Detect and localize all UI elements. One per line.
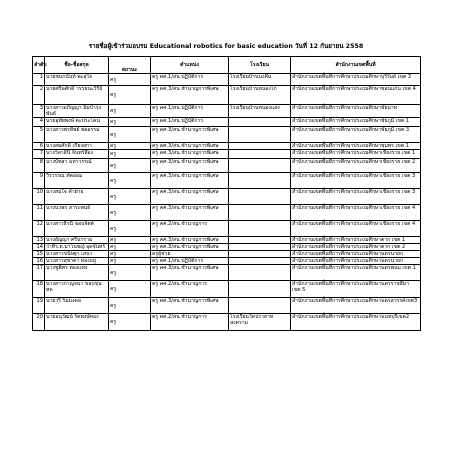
participant-office: สำนักงานเขตพื้นที่การศึกษาประถมศึกษาชุมพร เขต 1 xyxy=(291,143,421,150)
participant-position: ครู xyxy=(109,86,151,105)
participant-position: ครู xyxy=(109,221,151,237)
participant-rank: ครูผู้ช่วย xyxy=(151,251,229,258)
participant-position: ครู xyxy=(109,127,151,143)
participant-rank: ครู คศ.3/สน.ชำนาญการพิเศษ xyxy=(151,237,229,244)
table-row xyxy=(33,205,421,221)
participant-name: นางนวพร สาระพนธ์ xyxy=(45,205,109,221)
participant-position: ครู xyxy=(109,105,151,118)
participant-office: สำนักงานเขตพื้นที่การศึกษาประถมศึกษาเชียงราย เขต 4 xyxy=(291,221,421,237)
row-number: 20 xyxy=(33,314,45,331)
header-position-sub: สถานะ xyxy=(121,66,138,73)
participant-school xyxy=(229,150,291,159)
table-row xyxy=(33,118,421,127)
participant-name: นางสมใจ คำฝ่าย xyxy=(45,189,109,205)
participant-position: ครู xyxy=(109,118,151,127)
participant-school xyxy=(229,265,291,281)
participant-position: ครู xyxy=(109,205,151,221)
participant-rank: ครู คศ.2/สน.ชำนาญการ xyxy=(151,314,229,331)
row-number: 11 xyxy=(33,205,45,221)
participant-position: ครู xyxy=(109,314,151,331)
participant-school xyxy=(229,127,291,143)
document-title: รายชื่อผู้เข้าร่วมอบรม Educational robotics for basic education วันที่ 12 กันยายน 2558 xyxy=(88,43,364,50)
participant-rank: ครู คศ.3/สน.ชำนาญการพิเศษ xyxy=(151,265,229,281)
participant-name: นางสาวขนิษฐา เสนา xyxy=(45,251,109,258)
participant-name: นางสาวพรทิพย์ พลอรรม xyxy=(45,127,109,143)
table-row xyxy=(33,105,421,118)
table-row xyxy=(33,86,421,105)
participant-position: ครู xyxy=(109,281,151,298)
participant-school: โรงเรียนบ้านหนองแสง xyxy=(229,105,291,118)
participant-rank: ครู คศ.2/สน.ชำนาญการ xyxy=(151,221,229,237)
participant-position: ครู xyxy=(109,244,151,251)
table-row xyxy=(33,281,421,298)
participant-rank: ครู คศ.2/สน.ชำนาญการ xyxy=(151,281,229,298)
participant-school xyxy=(229,251,291,258)
participant-position: ครู xyxy=(109,143,151,150)
participant-table xyxy=(32,56,421,331)
participant-name: ว่าที่ร.ต.มาโนชญ์ อุดจันทร์ xyxy=(45,244,109,251)
participant-office: สำนักงานเขตพื้นที่การศึกษาประถมศึกษาเชียงราย เขต 3 xyxy=(291,189,421,205)
header-position xyxy=(109,57,151,74)
header-school: โรงเรียน xyxy=(229,57,291,74)
header-name: ชื่อ-ชื่อสกุล xyxy=(45,57,109,74)
participant-school xyxy=(229,205,291,221)
participant-position: ครู xyxy=(109,251,151,258)
participant-rank: ครู คศ.3/สน.ชำนาญการพิเศษ xyxy=(151,298,229,314)
participant-school xyxy=(229,221,291,237)
participant-office: สำนักงานเขตพื้นที่การศึกษาประถมศึกษาตาก เขต 1 xyxy=(291,237,421,244)
participant-position: ครู xyxy=(109,265,151,281)
participant-school xyxy=(229,258,291,265)
row-number: 15 xyxy=(33,251,45,258)
row-number: 8 xyxy=(33,159,45,173)
row-number: 7 xyxy=(33,150,45,159)
row-number: 5 xyxy=(33,127,45,143)
participant-rank: ครู คศ.3/สน.ชำนาญการพิเศษ xyxy=(151,189,229,205)
row-number: 19 xyxy=(33,298,45,314)
participant-name: นายอุทัยพงษ์ ตะประโคน xyxy=(45,118,109,127)
header-rank: ตำแหน่ง xyxy=(151,57,229,74)
table-header-row xyxy=(33,57,421,74)
participant-office: สำนักงานเขตพื้นที่การศึกษาประถมศึกษานครพนม เขต 1 xyxy=(291,265,421,281)
participant-rank: ครู คศ.3/สน.ชำนาญการพิเศษ xyxy=(151,244,229,251)
participant-name: นายวรี ริมมงคล xyxy=(45,298,109,314)
row-number: 16 xyxy=(33,258,45,265)
row-number: 18 xyxy=(33,281,45,298)
participant-name: นางอัญญา ศรีนาราม xyxy=(45,237,109,244)
participant-position: ครู xyxy=(109,237,151,244)
participant-office: สำนักงานเขตพื้นที่การศึกษาประถมศึกษาชัยภูมิ เขต 3 xyxy=(291,127,421,143)
participant-name: นางสาวสุชาดา ทองอยู่ xyxy=(45,258,109,265)
participant-rank: ครู คศ.3/สน.ชำนาญการพิเศษ xyxy=(151,205,229,221)
participant-school: โรงเรียนบ้านหนองโก xyxy=(229,86,291,105)
participant-office: สำนักงานเขตพื้นที่การศึกษาประถมศึกษาชัยนาท xyxy=(291,105,421,118)
participant-office: สำนักงานเขตพื้นที่การศึกษาประถมศึกษาขอนแก่น เขต 4 xyxy=(291,86,421,105)
participant-name: นางสมศักดิ์ เกียงสกา xyxy=(45,143,109,150)
table-row xyxy=(33,265,421,281)
participant-office: สำนักงานเขตพื้นที่การศึกษาประถมศึกษาตาก เขต 2 xyxy=(291,244,421,251)
participant-school xyxy=(229,173,291,189)
participant-rank: ครู คศ.3/สน.ชำนาญการพิเศษ xyxy=(151,150,229,159)
participant-name: นางสาวธีรนี ขอบจิตต์ xyxy=(45,221,109,237)
participant-name: นางวิลาสินี จินทร์สีอง xyxy=(45,150,109,159)
table-row xyxy=(33,143,421,150)
participant-name: นางบัทสา มหาวรรณ์ xyxy=(45,159,109,173)
row-number: 17 xyxy=(33,265,45,281)
participant-office: สำนักงานเขตพื้นที่การศึกษาประถมศึกษาเชียงราย เขต 2 xyxy=(291,159,421,173)
participant-name: นางสาวกาญจนา ขอบขุนทด xyxy=(45,281,109,298)
participant-office: สำนักงานเขตพื้นที่การศึกษาประถมศึกษาเชียงราย เขต 1 xyxy=(291,150,421,159)
row-number: 2 xyxy=(33,86,45,105)
row-number: 10 xyxy=(33,189,45,205)
participant-rank: ครู คศ.3/สน.ชำนาญการพิเศษ xyxy=(151,143,229,150)
participant-school xyxy=(229,298,291,314)
participant-position: ครู xyxy=(109,173,151,189)
participant-school xyxy=(229,244,291,251)
row-number: 13 xyxy=(33,237,45,244)
table-row xyxy=(33,251,421,258)
table-row xyxy=(33,237,421,244)
participant-office: สำนักงานเขตพื้นที่การศึกษาประถมศึกษานครสวรรค์เขต3 xyxy=(291,298,421,314)
header-no: ลำดับ xyxy=(33,57,45,74)
participant-school: โรงเรียนบ้านนงคึม xyxy=(229,74,291,86)
row-number: 6 xyxy=(33,143,45,150)
participant-position: ครู xyxy=(109,298,151,314)
table-row xyxy=(33,314,421,331)
participant-name: นายอนุวัฒน์ รัตพงษ์ทอง xyxy=(45,314,109,331)
participant-office: สำนักงานเขตพื้นที่การศึกษาประถมศึกษาเชียงราย เขต 3 xyxy=(291,173,421,189)
table-row xyxy=(33,127,421,143)
participant-school: โรงเรียนวัดปราสาทสงคราม xyxy=(229,314,291,331)
table-row xyxy=(33,189,421,205)
participant-position: ครู xyxy=(109,159,151,173)
participant-office: สำนักงานเขตพื้นที่การศึกษาประถมศึกษาชัยภูมิ เขต 1 xyxy=(291,118,421,127)
table-row xyxy=(33,221,421,237)
participant-school xyxy=(229,143,291,150)
participant-rank: ครู คศ.3/สน.ชำนาญการพิเศษ xyxy=(151,159,229,173)
participant-school xyxy=(229,118,291,127)
participant-position: ครู xyxy=(109,150,151,159)
row-number: 12 xyxy=(33,221,45,237)
participant-school xyxy=(229,159,291,173)
participant-office: สำนักงานเขตพื้นที่การศึกษาประถมศึกษานครนายก xyxy=(291,251,421,258)
row-number: 14 xyxy=(33,244,45,251)
participant-rank: ครู คศ.3/สน.ชำนาญการพิเศษ xyxy=(151,86,229,105)
participant-rank: ครู คศ.1/สน.ปฏิบัติการ xyxy=(151,118,229,127)
header-office: สำนักงานเขตพื้นที่ xyxy=(291,57,421,74)
table-body xyxy=(33,74,421,331)
participant-office: สำนักงานเขตพื้นที่การศึกษาประถมศึกษานนทบุรีเขต2 xyxy=(291,314,421,331)
table-row xyxy=(33,244,421,251)
table-row xyxy=(33,159,421,173)
participant-name: นางสาวอภิญญา อิ่มบำรุงพันธ์ xyxy=(45,105,109,118)
participant-rank: ครู คศ.3/สน.ชำนาญการพิเศษ xyxy=(151,127,229,143)
participant-name: วีรวรรณ ทัตอ่อม xyxy=(45,173,109,189)
participant-school xyxy=(229,189,291,205)
table-row xyxy=(33,298,421,314)
participant-office: สำนักงานเขตพื้นที่การศึกษาประถมศึกษานครนายก xyxy=(291,258,421,265)
row-number: 9 xyxy=(33,173,45,189)
participant-rank: ครู คศ.3/สน.ชำนาญการพิเศษ xyxy=(151,173,229,189)
participant-position: ครู xyxy=(109,74,151,86)
table-row xyxy=(33,150,421,159)
participant-office: สำนักงานเขตพื้นที่การศึกษาประถมศึกษานครราชสีมา เขต 5 xyxy=(291,281,421,298)
participant-office: สำนักงานเขตพื้นที่การศึกษาประถมศึกษาบุรีรัมย์ เขต 3 xyxy=(291,74,421,86)
participant-rank: ครู คศ.1/สน.ปฏิบัติการ xyxy=(151,258,229,265)
table-row xyxy=(33,258,421,265)
participant-name: นางชูพิพร ทองแท่ง xyxy=(45,265,109,281)
row-number: 4 xyxy=(33,118,45,127)
participant-name: นายชนกนันท์ พะสุใจ xyxy=(45,74,109,86)
participant-rank: ครู คศ.1/สน.ปฏิบัติการ xyxy=(151,74,229,86)
row-number: 3 xyxy=(33,105,45,118)
participant-position: ครู xyxy=(109,189,151,205)
participant-school xyxy=(229,281,291,298)
participant-name: นายศรีนศักดิ์ วรรธนะวิรีย์ xyxy=(45,86,109,105)
table-row xyxy=(33,173,421,189)
participant-position: ครู xyxy=(109,258,151,265)
table-row xyxy=(33,74,421,86)
row-number: 1 xyxy=(33,74,45,86)
participant-school xyxy=(229,237,291,244)
participant-rank: ครู คศ.1/สน.ปฏิบัติการ xyxy=(151,105,229,118)
participant-office: สำนักงานเขตพื้นที่การศึกษาประถมศึกษาเชียงราย เขต 4 xyxy=(291,205,421,221)
